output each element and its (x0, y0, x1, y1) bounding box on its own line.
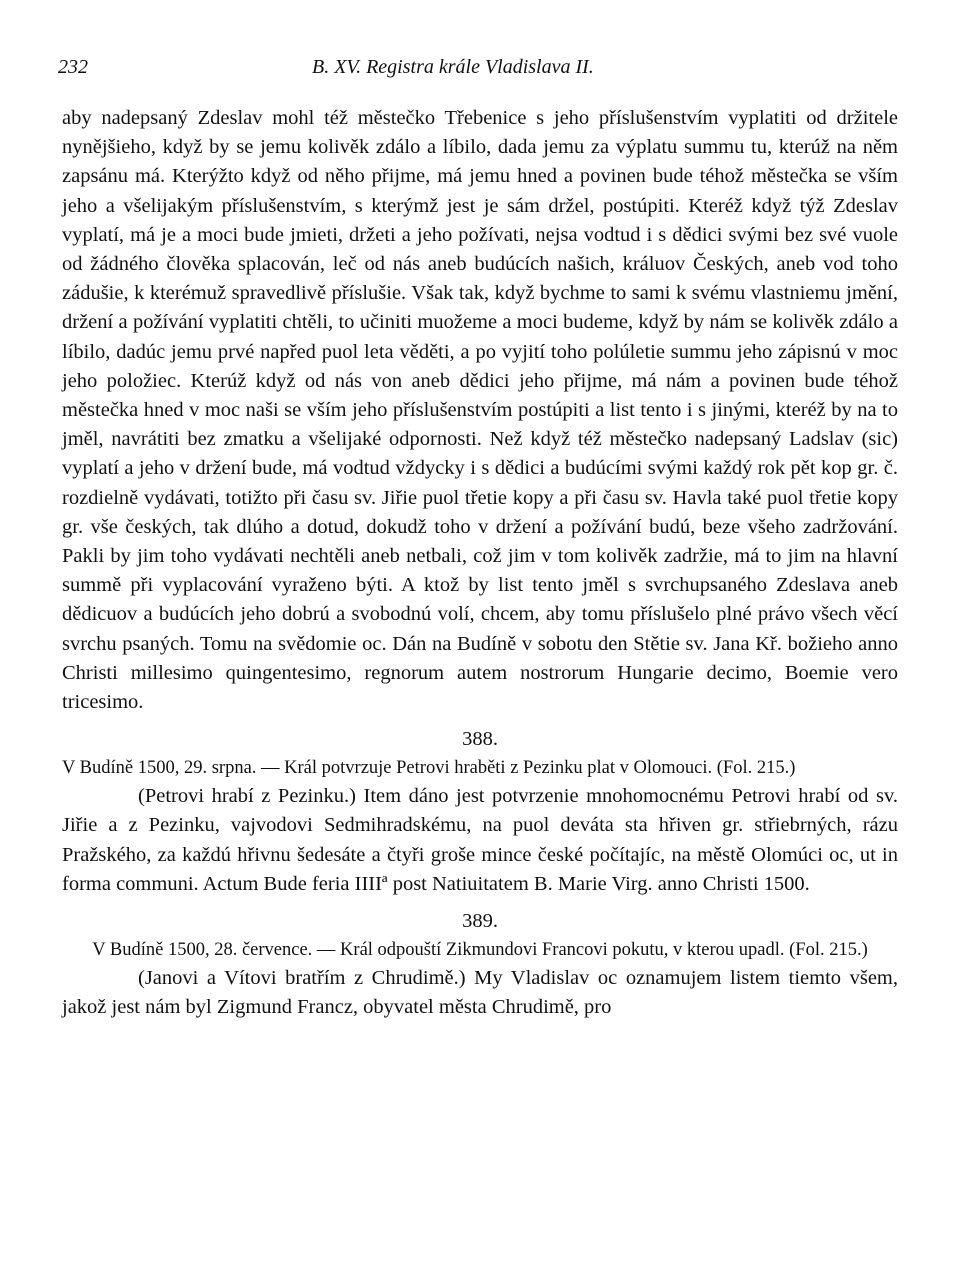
running-head (58, 50, 898, 90)
document-text: (Janovi a Vítovi bratřím z Chrudimě.) My Vladislav oc oznamujem listem tiemto všem, jakož jest nám byl Zigmund Francz, obyvatel města Chrudimě, pro (62, 967, 898, 1019)
document-page (58, 50, 898, 1022)
document-regest: V Budíně 1500, 29. srpna. — Král potvrzuje Petrovi hraběti z Pezinku plat v Olomouci. (Fol. 215.) (62, 758, 796, 779)
page-number: 232 (58, 56, 88, 78)
document-number: 388. (462, 728, 498, 751)
document-text: (Petrovi hrabí z Pezinku.) Item dáno jest potvrzenie mnohomocnému Petrovi hrabí od sv. Jiřie a z Pezinku, vajvodovi Sedmihradskému, na puol deváta sta hřiven gr. střiebrných, rázu Pražského, za každú hřivnu šedesáte a čtyři groše mince české počítajíc, na městě Olomúci oc, ut in forma communi. Actum Bude feria IIIIª post Natiuitatem B. Marie Virg. anno Christi 1500. (62, 785, 898, 895)
entry-388 (62, 725, 898, 899)
body-paragraph: aby nadepsaný Zdeslav mohl též městečko Třebenice s jeho příslušenstvím vyplatiti od držitele nynějšieho, když by se jemu kolivěk zdálo a líbilo, dada jemu za výplatu summu tu, kterúž na něm zapsánu má. Kterýžto když od něho přijme, má jemu hned a povinen bude téhož městečka se vším jeho a všelijakým příslušenstvím, s kterýmž jest je sám držel, postúpiti. Kteréž když týž Zdeslav vyplatí, má je a moci bude jmieti, držeti a jeho požívati, nejsa vodtud i s dědici svými bez své vuole od žádného člověka splacován, leč od nás aneb budúcích našich, králuov Českých, aneb vod toho zádušie, k kterémuž spravedlivě příslušie. Však tak, když bychme to sami k svému vlastniemu jmění, držení a požívání vyplatiti chtěli, to učiniti muožeme a moci budeme, když by nám se kolivěk zdálo a líbilo, dadúc jemu prvé napřed puol leta věděti, a po vyjití toho polúletie summu jeho zápisnú v moc jeho položiec. Kterúž když od nás von aneb dědici jeho přijme, má nám a povinen bude téhož městečka hned v moc naši se vším jeho příslušenstvím postúpiti a list tento i s jinými, kteréž by na to jměl, navrátiti bez zmatku a všelijaké odpornosti. Než když též městečko nadepsaný Ladslav (sic) vyplatí a jeho v držení bude, má vodtud vždycky i s dědici a budúcími svými každý rok pět kop gr. č. rozdielně vydávati, totižto při času sv. Jiřie puol třetie kopy a při času sv. Havla také puol třetie kopy gr. vše českých, tak dlúho a dotud, dokudž toho v držení a požívání budú, beze všeho zadržování. Pakli by jim toho vydávati nechtěli aneb netbali, což jim v tom kolivěk zadržie, má to jim na hlavní summě při vyplacování vyraženo býti. A ktož by list tento jměl s svrchupsaného Zdeslava aneb dědicuov a budúcích jeho dobrú a svobodnú volí, chcem, aby tomu příslušelo plné právo všech věcí svrchu psaných. Tomu na svědomie oc. Dán na Budíně v sobotu den Stětie sv. Jana Kř. božieho anno Christi millesimo quingentesimo, regnorum autem nostrorum Hungarie decimo, Boemie vero tricesimo. (62, 107, 898, 714)
document-regest: V Budíně 1500, 28. července. — Král odpouští Zikmundovi Francovi pokutu, v kterou upadl. (Fol. 215.) (92, 940, 868, 961)
entry-389 (62, 907, 898, 1022)
document-number: 389. (462, 910, 498, 933)
running-title: B. XV. Registra krále Vladislava II. (312, 56, 594, 78)
